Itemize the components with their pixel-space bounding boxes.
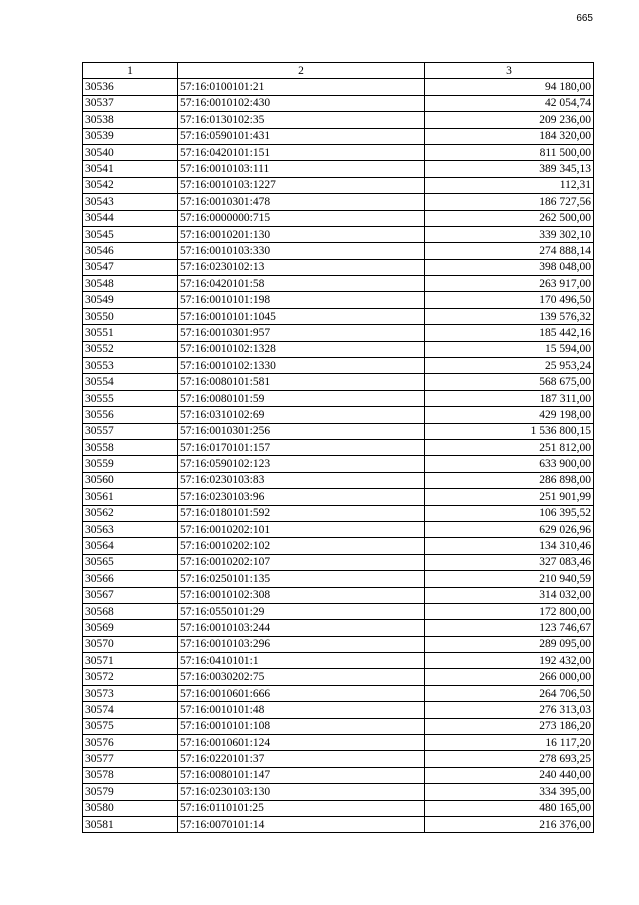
value-cell: 210 940,59 xyxy=(425,571,594,587)
column-header-3: 3 xyxy=(425,63,594,79)
cadastral-number-cell: 57:16:0000000:715 xyxy=(178,210,425,226)
value-cell: 263 917,00 xyxy=(425,276,594,292)
row-number-cell: 30554 xyxy=(83,374,178,390)
table-row xyxy=(83,292,594,308)
row-number-cell: 30571 xyxy=(83,653,178,669)
value-cell: 42 054,74 xyxy=(425,95,594,111)
table-row xyxy=(83,603,594,619)
cadastral-number-cell: 57:16:0010101:198 xyxy=(178,292,425,308)
row-number-cell: 30566 xyxy=(83,571,178,587)
value-cell: 334 395,00 xyxy=(425,784,594,800)
value-cell: 264 706,50 xyxy=(425,685,594,701)
row-number-cell: 30559 xyxy=(83,456,178,472)
cadastral-number-cell: 57:16:0010202:107 xyxy=(178,554,425,570)
column-header-1: 1 xyxy=(83,63,178,79)
value-cell: 172 800,00 xyxy=(425,603,594,619)
cadastral-number-cell: 57:16:0010103:330 xyxy=(178,243,425,259)
table-row xyxy=(83,816,594,832)
cadastral-number-cell: 57:16:0010102:430 xyxy=(178,95,425,111)
table-row xyxy=(83,554,594,570)
cadastral-number-cell: 57:16:0180101:592 xyxy=(178,505,425,521)
cadastral-number-cell: 57:16:0070101:14 xyxy=(178,816,425,832)
table-row xyxy=(83,79,594,95)
table-row xyxy=(83,177,594,193)
value-cell: 314 032,00 xyxy=(425,587,594,603)
row-number-cell: 30569 xyxy=(83,620,178,636)
table-row xyxy=(83,800,594,816)
cadastral-number-cell: 57:16:0250101:135 xyxy=(178,571,425,587)
row-number-cell: 30567 xyxy=(83,587,178,603)
table-row xyxy=(83,521,594,537)
table-row xyxy=(83,308,594,324)
row-number-cell: 30579 xyxy=(83,784,178,800)
value-cell: 389 345,13 xyxy=(425,161,594,177)
value-cell: 216 376,00 xyxy=(425,816,594,832)
table-row xyxy=(83,587,594,603)
value-cell: 134 310,46 xyxy=(425,538,594,554)
cadastral-number-cell: 57:16:0010101:48 xyxy=(178,702,425,718)
table-row xyxy=(83,653,594,669)
value-cell: 123 746,67 xyxy=(425,620,594,636)
value-cell: 811 500,00 xyxy=(425,144,594,160)
row-number-cell: 30563 xyxy=(83,521,178,537)
table-row xyxy=(83,407,594,423)
cadastral-number-cell: 57:16:0010601:666 xyxy=(178,685,425,701)
cadastral-number-cell: 57:16:0420101:58 xyxy=(178,276,425,292)
cadastral-number-cell: 57:16:0010202:102 xyxy=(178,538,425,554)
value-cell: 184 320,00 xyxy=(425,128,594,144)
table-row xyxy=(83,259,594,275)
cadastral-number-cell: 57:16:0010301:957 xyxy=(178,325,425,341)
cadastral-number-cell: 57:16:0310102:69 xyxy=(178,407,425,423)
cadastral-number-cell: 57:16:0010202:101 xyxy=(178,521,425,537)
table-row xyxy=(83,439,594,455)
row-number-cell: 30556 xyxy=(83,407,178,423)
row-number-cell: 30564 xyxy=(83,538,178,554)
table-row xyxy=(83,505,594,521)
value-cell: 251 812,00 xyxy=(425,439,594,455)
row-number-cell: 30541 xyxy=(83,161,178,177)
table-row xyxy=(83,685,594,701)
table-row xyxy=(83,751,594,767)
value-cell: 286 898,00 xyxy=(425,472,594,488)
row-number-cell: 30561 xyxy=(83,489,178,505)
row-number-cell: 30562 xyxy=(83,505,178,521)
table-row xyxy=(83,390,594,406)
row-number-cell: 30545 xyxy=(83,226,178,242)
value-cell: 273 186,20 xyxy=(425,718,594,734)
table-row xyxy=(83,128,594,144)
column-header-2: 2 xyxy=(178,63,425,79)
data-table xyxy=(82,62,594,833)
table-row xyxy=(83,95,594,111)
cadastral-number-cell: 57:16:0230103:96 xyxy=(178,489,425,505)
table-row xyxy=(83,767,594,783)
value-cell: 289 095,00 xyxy=(425,636,594,652)
value-cell: 276 313,03 xyxy=(425,702,594,718)
row-number-cell: 30581 xyxy=(83,816,178,832)
row-number-cell: 30572 xyxy=(83,669,178,685)
table-row xyxy=(83,243,594,259)
value-cell: 192 432,00 xyxy=(425,653,594,669)
cadastral-number-cell: 57:16:0010102:1330 xyxy=(178,358,425,374)
table-row xyxy=(83,456,594,472)
row-number-cell: 30570 xyxy=(83,636,178,652)
cadastral-number-cell: 57:16:0410101:1 xyxy=(178,653,425,669)
row-number-cell: 30539 xyxy=(83,128,178,144)
row-number-cell: 30557 xyxy=(83,423,178,439)
row-number-cell: 30575 xyxy=(83,718,178,734)
table-row xyxy=(83,358,594,374)
table-header xyxy=(83,63,594,79)
table-row xyxy=(83,226,594,242)
cadastral-number-cell: 57:16:0230103:130 xyxy=(178,784,425,800)
cadastral-number-cell: 57:16:0100101:21 xyxy=(178,79,425,95)
row-number-cell: 30580 xyxy=(83,800,178,816)
row-number-cell: 30576 xyxy=(83,735,178,751)
cadastral-number-cell: 57:16:0110101:25 xyxy=(178,800,425,816)
value-cell: 106 395,52 xyxy=(425,505,594,521)
row-number-cell: 30577 xyxy=(83,751,178,767)
row-number-cell: 30573 xyxy=(83,685,178,701)
cadastral-number-cell: 57:16:0550101:29 xyxy=(178,603,425,619)
row-number-cell: 30555 xyxy=(83,390,178,406)
value-cell: 112,31 xyxy=(425,177,594,193)
row-number-cell: 30546 xyxy=(83,243,178,259)
value-cell: 398 048,00 xyxy=(425,259,594,275)
value-cell: 139 576,32 xyxy=(425,308,594,324)
row-number-cell: 30544 xyxy=(83,210,178,226)
table-row xyxy=(83,112,594,128)
value-cell: 633 900,00 xyxy=(425,456,594,472)
cadastral-number-cell: 57:16:0010103:1227 xyxy=(178,177,425,193)
table-row xyxy=(83,784,594,800)
value-cell: 25 953,24 xyxy=(425,358,594,374)
cadastral-number-cell: 57:16:0010102:308 xyxy=(178,587,425,603)
value-cell: 568 675,00 xyxy=(425,374,594,390)
table-row xyxy=(83,735,594,751)
row-number-cell: 30550 xyxy=(83,308,178,324)
cadastral-number-cell: 57:16:0170101:157 xyxy=(178,439,425,455)
header-row xyxy=(83,63,594,79)
row-number-cell: 30540 xyxy=(83,144,178,160)
value-cell: 1 536 800,15 xyxy=(425,423,594,439)
value-cell: 327 083,46 xyxy=(425,554,594,570)
value-cell: 187 311,00 xyxy=(425,390,594,406)
value-cell: 186 727,56 xyxy=(425,194,594,210)
value-cell: 251 901,99 xyxy=(425,489,594,505)
value-cell: 278 693,25 xyxy=(425,751,594,767)
cadastral-number-cell: 57:16:0230103:83 xyxy=(178,472,425,488)
value-cell: 16 117,20 xyxy=(425,735,594,751)
table-row xyxy=(83,374,594,390)
table-row xyxy=(83,325,594,341)
cadastral-number-cell: 57:16:0220101:37 xyxy=(178,751,425,767)
table-row xyxy=(83,669,594,685)
value-cell: 240 440,00 xyxy=(425,767,594,783)
cadastral-number-cell: 57:16:0080101:581 xyxy=(178,374,425,390)
table-row xyxy=(83,571,594,587)
cadastral-number-cell: 57:16:0030202:75 xyxy=(178,669,425,685)
row-number-cell: 30578 xyxy=(83,767,178,783)
table-row xyxy=(83,489,594,505)
table-row xyxy=(83,718,594,734)
value-cell: 94 180,00 xyxy=(425,79,594,95)
row-number-cell: 30548 xyxy=(83,276,178,292)
cadastral-number-cell: 57:16:0590101:431 xyxy=(178,128,425,144)
row-number-cell: 30542 xyxy=(83,177,178,193)
cadastral-number-cell: 57:16:0010301:478 xyxy=(178,194,425,210)
row-number-cell: 30552 xyxy=(83,341,178,357)
value-cell: 209 236,00 xyxy=(425,112,594,128)
cadastral-number-cell: 57:16:0420101:151 xyxy=(178,144,425,160)
cadastral-number-cell: 57:16:0080101:59 xyxy=(178,390,425,406)
value-cell: 480 165,00 xyxy=(425,800,594,816)
table-row xyxy=(83,538,594,554)
row-number-cell: 30543 xyxy=(83,194,178,210)
cadastral-number-cell: 57:16:0010301:256 xyxy=(178,423,425,439)
row-number-cell: 30560 xyxy=(83,472,178,488)
row-number-cell: 30551 xyxy=(83,325,178,341)
value-cell: 266 000,00 xyxy=(425,669,594,685)
value-cell: 339 302,10 xyxy=(425,226,594,242)
value-cell: 262 500,00 xyxy=(425,210,594,226)
row-number-cell: 30568 xyxy=(83,603,178,619)
cadastral-number-cell: 57:16:0010201:130 xyxy=(178,226,425,242)
table-row xyxy=(83,194,594,210)
row-number-cell: 30574 xyxy=(83,702,178,718)
row-number-cell: 30549 xyxy=(83,292,178,308)
table-row xyxy=(83,620,594,636)
table-body xyxy=(83,79,594,833)
value-cell: 429 198,00 xyxy=(425,407,594,423)
table-row xyxy=(83,702,594,718)
table-row xyxy=(83,472,594,488)
value-cell: 629 026,96 xyxy=(425,521,594,537)
cadastral-number-cell: 57:16:0010103:111 xyxy=(178,161,425,177)
cadastral-number-cell: 57:16:0010103:244 xyxy=(178,620,425,636)
cadastral-number-cell: 57:16:0010601:124 xyxy=(178,735,425,751)
page-number: 665 xyxy=(576,13,593,24)
table-row xyxy=(83,341,594,357)
cadastral-number-cell: 57:16:0130102:35 xyxy=(178,112,425,128)
cadastral-number-cell: 57:16:0010101:1045 xyxy=(178,308,425,324)
row-number-cell: 30537 xyxy=(83,95,178,111)
row-number-cell: 30558 xyxy=(83,439,178,455)
cadastral-number-cell: 57:16:0010102:1328 xyxy=(178,341,425,357)
row-number-cell: 30547 xyxy=(83,259,178,275)
row-number-cell: 30536 xyxy=(83,79,178,95)
row-number-cell: 30565 xyxy=(83,554,178,570)
value-cell: 15 594,00 xyxy=(425,341,594,357)
cadastral-number-cell: 57:16:0010101:108 xyxy=(178,718,425,734)
table-row xyxy=(83,144,594,160)
value-cell: 185 442,16 xyxy=(425,325,594,341)
value-cell: 170 496,50 xyxy=(425,292,594,308)
cadastral-number-cell: 57:16:0230102:13 xyxy=(178,259,425,275)
cadastral-number-cell: 57:16:0010103:296 xyxy=(178,636,425,652)
cadastral-number-cell: 57:16:0590102:123 xyxy=(178,456,425,472)
table-row xyxy=(83,276,594,292)
table-row xyxy=(83,161,594,177)
row-number-cell: 30538 xyxy=(83,112,178,128)
table-row xyxy=(83,636,594,652)
value-cell: 274 888,14 xyxy=(425,243,594,259)
table-row xyxy=(83,210,594,226)
row-number-cell: 30553 xyxy=(83,358,178,374)
table-row xyxy=(83,423,594,439)
cadastral-number-cell: 57:16:0080101:147 xyxy=(178,767,425,783)
